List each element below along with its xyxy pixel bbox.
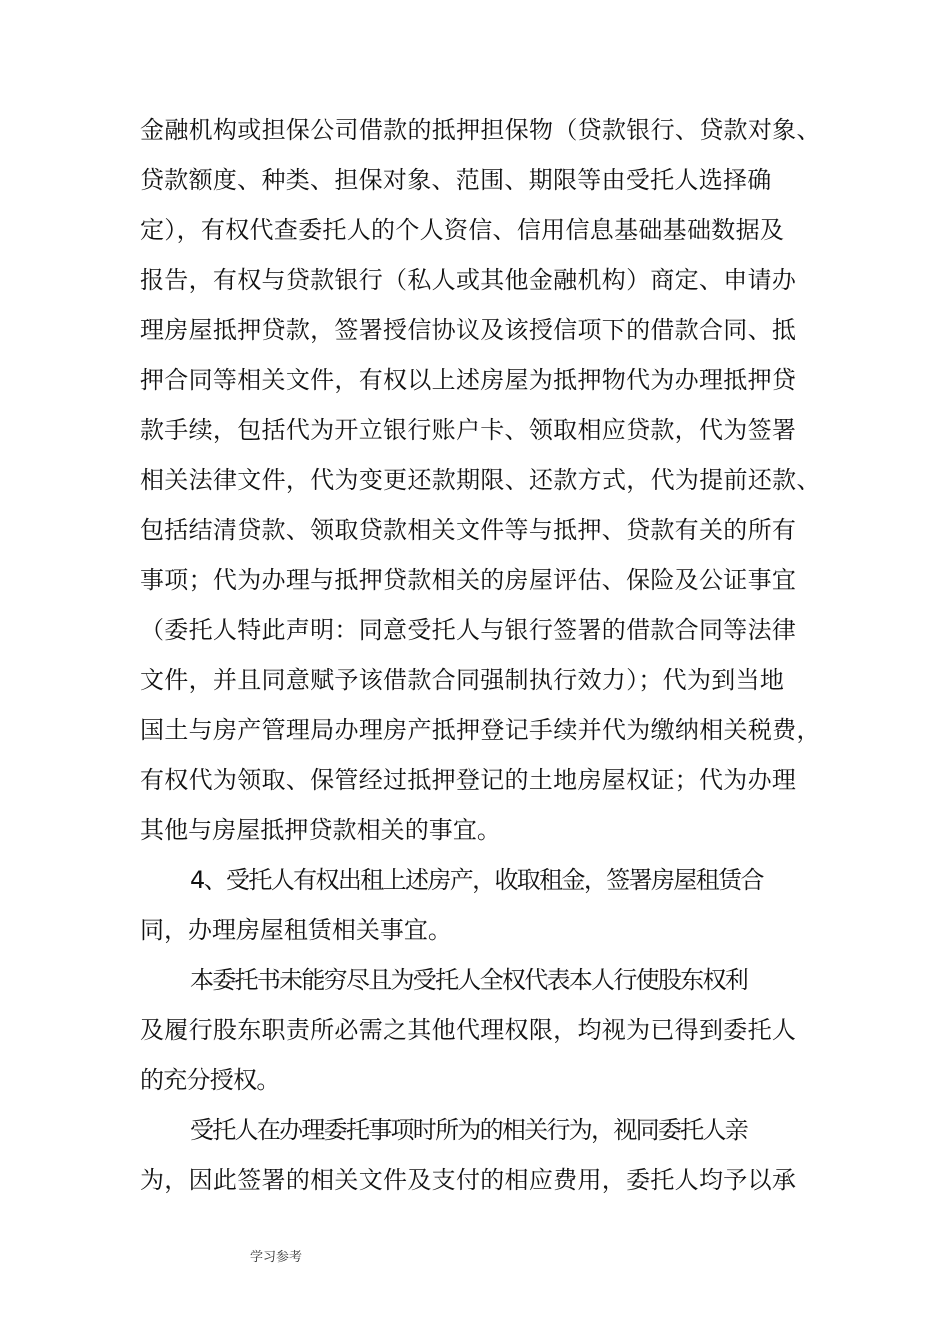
text-line: 理房屋抵押贷款，签署授信协议及该授信项下的借款合同、抵 <box>140 316 797 344</box>
text-line: 受托人在办理委托事项时所为的相关行为，视同委托人亲 <box>190 1116 747 1144</box>
text-line: 本委托书未能穷尽且为受托人全权代表本人行使股东权利 <box>190 966 747 994</box>
text-line: 及履行股东职责所必需之其他代理权限，均视为已得到委托人 <box>140 1016 797 1044</box>
text-line: 4、受托人有权出租上述房产，收取租金，签署房屋租赁合 <box>190 866 763 894</box>
text-line: 押合同等相关文件，有权以上述房屋为抵押物代为办理抵押贷 <box>140 366 797 394</box>
text-line: 其他与房屋抵押贷款相关的事宜。 <box>140 816 501 844</box>
text-line: 报告，有权与贷款银行（私人或其他金融机构）商定、申请办 <box>140 266 797 294</box>
text-line: 的充分授权。 <box>140 1066 280 1094</box>
text-line: 文件，并且同意赋予该借款合同强制执行效力）；代为到当地 <box>140 666 785 694</box>
text-line: 款手续，包括代为开立银行账户卡、领取相应贷款，代为签署 <box>140 416 797 444</box>
text-line: 包括结清贷款、领取贷款相关文件等与抵押、贷款有关的所有 <box>140 516 797 544</box>
text-line: 同，办理房屋租赁相关事宜。 <box>140 916 452 944</box>
text-line: 相关法律文件，代为变更还款期限、还款方式，代为提前还款、 <box>140 466 821 494</box>
text-line: 为，因此签署的相关文件及支付的相应费用，委托人均予以承 <box>140 1166 797 1194</box>
text-line: 国土与房产管理局办理房产抵押登记手续并代为缴纳相关税费， <box>140 716 821 744</box>
text-line: 有权代为领取、保管经过抵押登记的土地房屋权证；代为办理 <box>140 766 797 794</box>
text-line: 事项；代为办理与抵押贷款相关的房屋评估、保险及公证事宜 <box>140 566 797 594</box>
text-line: 金融机构或担保公司借款的抵押担保物（贷款银行、贷款对象、 <box>140 116 821 144</box>
text-line: （委托人特此声明：同意受托人与银行签署的借款合同等法律 <box>140 616 797 644</box>
text-line: 贷款额度、种类、担保对象、范围、期限等由受托人选择确 <box>140 166 772 194</box>
page-footer: 学习参考 <box>250 1250 303 1265</box>
text-line: 定），有权代查委托人的个人资信、信用信息基础基础数据及 <box>140 216 785 244</box>
